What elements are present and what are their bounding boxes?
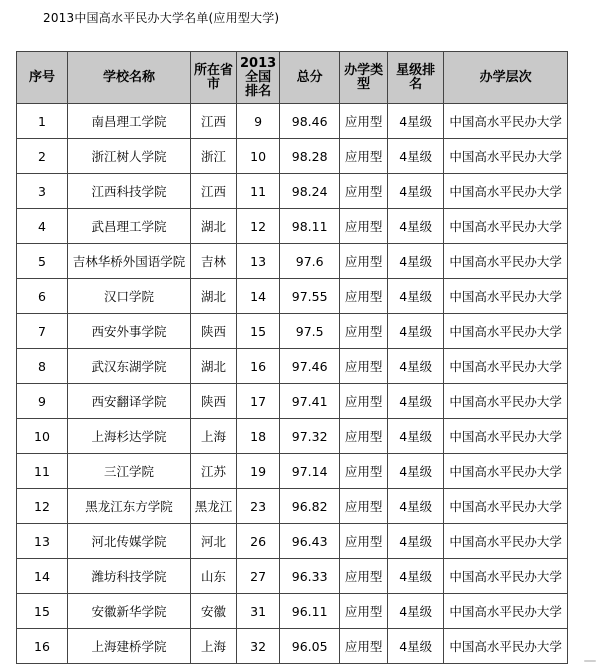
cell-type: 应用型 — [340, 314, 388, 349]
watermark — [584, 660, 596, 662]
cell-rank: 15 — [237, 314, 280, 349]
table-row — [17, 489, 568, 524]
header-province: 所在省市 — [191, 52, 237, 104]
cell-rank: 14 — [237, 279, 280, 314]
cell-level: 中国高水平民办大学 — [444, 629, 568, 664]
cell-no: 12 — [17, 489, 68, 524]
header-rank: 2013全国排名 — [237, 52, 280, 104]
cell-rank: 11 — [237, 174, 280, 209]
cell-school-name: 汉口学院 — [68, 279, 191, 314]
cell-no: 8 — [17, 349, 68, 384]
cell-star: 4星级 — [388, 244, 444, 279]
cell-score: 98.24 — [280, 174, 340, 209]
table-row — [17, 314, 568, 349]
cell-level: 中国高水平民办大学 — [444, 524, 568, 559]
table-row — [17, 174, 568, 209]
cell-star: 4星级 — [388, 454, 444, 489]
cell-province: 湖北 — [191, 209, 237, 244]
cell-province: 浙江 — [191, 139, 237, 174]
cell-no: 5 — [17, 244, 68, 279]
cell-rank: 17 — [237, 384, 280, 419]
header-no: 序号 — [17, 52, 68, 104]
cell-school-name: 河北传媒学院 — [68, 524, 191, 559]
cell-school-name: 武汉东湖学院 — [68, 349, 191, 384]
cell-province: 江苏 — [191, 454, 237, 489]
cell-no: 9 — [17, 384, 68, 419]
cell-rank: 9 — [237, 104, 280, 139]
cell-score: 97.5 — [280, 314, 340, 349]
cell-star: 4星级 — [388, 349, 444, 384]
table-row — [17, 559, 568, 594]
cell-score: 96.11 — [280, 594, 340, 629]
cell-type: 应用型 — [340, 524, 388, 559]
cell-type: 应用型 — [340, 209, 388, 244]
cell-school-name: 南昌理工学院 — [68, 104, 191, 139]
cell-type: 应用型 — [340, 419, 388, 454]
cell-level: 中国高水平民办大学 — [444, 419, 568, 454]
cell-no: 3 — [17, 174, 68, 209]
cell-star: 4星级 — [388, 594, 444, 629]
cell-type: 应用型 — [340, 454, 388, 489]
cell-level: 中国高水平民办大学 — [444, 279, 568, 314]
cell-province: 湖北 — [191, 349, 237, 384]
cell-school-name: 江西科技学院 — [68, 174, 191, 209]
cell-level: 中国高水平民办大学 — [444, 174, 568, 209]
cell-rank: 10 — [237, 139, 280, 174]
header-level: 办学层次 — [444, 52, 568, 104]
cell-school-name: 西安外事学院 — [68, 314, 191, 349]
cell-rank: 32 — [237, 629, 280, 664]
cell-no: 11 — [17, 454, 68, 489]
header-score: 总分 — [280, 52, 340, 104]
cell-star: 4星级 — [388, 139, 444, 174]
cell-type: 应用型 — [340, 489, 388, 524]
cell-level: 中国高水平民办大学 — [444, 559, 568, 594]
table-row — [17, 349, 568, 384]
cell-rank: 23 — [237, 489, 280, 524]
header-type: 办学类型 — [340, 52, 388, 104]
cell-province: 上海 — [191, 419, 237, 454]
table-row — [17, 594, 568, 629]
cell-rank: 19 — [237, 454, 280, 489]
cell-no: 7 — [17, 314, 68, 349]
cell-type: 应用型 — [340, 174, 388, 209]
cell-star: 4星级 — [388, 384, 444, 419]
cell-province: 上海 — [191, 629, 237, 664]
cell-school-name: 上海建桥学院 — [68, 629, 191, 664]
cell-no: 1 — [17, 104, 68, 139]
cell-level: 中国高水平民办大学 — [444, 349, 568, 384]
table-container — [16, 51, 568, 664]
cell-rank: 12 — [237, 209, 280, 244]
cell-no: 15 — [17, 594, 68, 629]
cell-star: 4星级 — [388, 629, 444, 664]
table-row — [17, 384, 568, 419]
cell-type: 应用型 — [340, 244, 388, 279]
cell-type: 应用型 — [340, 559, 388, 594]
cell-score: 97.6 — [280, 244, 340, 279]
cell-no: 2 — [17, 139, 68, 174]
cell-province: 吉林 — [191, 244, 237, 279]
cell-score: 96.05 — [280, 629, 340, 664]
cell-score: 98.46 — [280, 104, 340, 139]
cell-no: 14 — [17, 559, 68, 594]
cell-level: 中国高水平民办大学 — [444, 489, 568, 524]
cell-rank: 13 — [237, 244, 280, 279]
cell-score: 96.43 — [280, 524, 340, 559]
cell-school-name: 西安翻译学院 — [68, 384, 191, 419]
cell-score: 97.41 — [280, 384, 340, 419]
cell-score: 98.28 — [280, 139, 340, 174]
header-name: 学校名称 — [68, 52, 191, 104]
cell-province: 江西 — [191, 174, 237, 209]
cell-rank: 18 — [237, 419, 280, 454]
table-row — [17, 139, 568, 174]
cell-no: 16 — [17, 629, 68, 664]
ranking-table — [16, 51, 568, 664]
cell-province: 安徽 — [191, 594, 237, 629]
cell-level: 中国高水平民办大学 — [444, 139, 568, 174]
cell-star: 4星级 — [388, 314, 444, 349]
cell-province: 湖北 — [191, 279, 237, 314]
cell-no: 10 — [17, 419, 68, 454]
cell-star: 4星级 — [388, 559, 444, 594]
cell-type: 应用型 — [340, 384, 388, 419]
cell-level: 中国高水平民办大学 — [444, 594, 568, 629]
cell-type: 应用型 — [340, 629, 388, 664]
cell-type: 应用型 — [340, 594, 388, 629]
cell-star: 4星级 — [388, 104, 444, 139]
cell-score: 96.82 — [280, 489, 340, 524]
cell-rank: 27 — [237, 559, 280, 594]
cell-rank: 26 — [237, 524, 280, 559]
cell-province: 江西 — [191, 104, 237, 139]
cell-school-name: 安徽新华学院 — [68, 594, 191, 629]
table-row — [17, 279, 568, 314]
table-row — [17, 209, 568, 244]
cell-school-name: 黑龙江东方学院 — [68, 489, 191, 524]
cell-star: 4星级 — [388, 279, 444, 314]
cell-star: 4星级 — [388, 489, 444, 524]
cell-star: 4星级 — [388, 209, 444, 244]
table-row — [17, 629, 568, 664]
cell-type: 应用型 — [340, 104, 388, 139]
cell-score: 97.14 — [280, 454, 340, 489]
cell-score: 98.11 — [280, 209, 340, 244]
cell-score: 97.32 — [280, 419, 340, 454]
cell-score: 97.46 — [280, 349, 340, 384]
cell-level: 中国高水平民办大学 — [444, 104, 568, 139]
header-star: 星级排名 — [388, 52, 444, 104]
table-row — [17, 524, 568, 559]
cell-level: 中国高水平民办大学 — [444, 314, 568, 349]
cell-type: 应用型 — [340, 139, 388, 174]
cell-star: 4星级 — [388, 174, 444, 209]
cell-score: 96.33 — [280, 559, 340, 594]
cell-school-name: 吉林华桥外国语学院 — [68, 244, 191, 279]
table-row — [17, 454, 568, 489]
table-header-row — [17, 52, 568, 104]
cell-rank: 16 — [237, 349, 280, 384]
cell-score: 97.55 — [280, 279, 340, 314]
cell-type: 应用型 — [340, 349, 388, 384]
cell-school-name: 上海杉达学院 — [68, 419, 191, 454]
cell-school-name: 潍坊科技学院 — [68, 559, 191, 594]
cell-province: 河北 — [191, 524, 237, 559]
cell-level: 中国高水平民办大学 — [444, 209, 568, 244]
cell-province: 山东 — [191, 559, 237, 594]
cell-no: 13 — [17, 524, 68, 559]
cell-star: 4星级 — [388, 419, 444, 454]
cell-school-name: 三江学院 — [68, 454, 191, 489]
cell-level: 中国高水平民办大学 — [444, 454, 568, 489]
cell-no: 6 — [17, 279, 68, 314]
page-title: 2013中国高水平民办大学名单(应用型大学) — [43, 11, 280, 25]
cell-school-name: 武昌理工学院 — [68, 209, 191, 244]
cell-school-name: 浙江树人学院 — [68, 139, 191, 174]
cell-province: 陕西 — [191, 384, 237, 419]
cell-type: 应用型 — [340, 279, 388, 314]
cell-no: 4 — [17, 209, 68, 244]
table-row — [17, 104, 568, 139]
cell-province: 黑龙江 — [191, 489, 237, 524]
cell-level: 中国高水平民办大学 — [444, 244, 568, 279]
cell-star: 4星级 — [388, 524, 444, 559]
cell-province: 陕西 — [191, 314, 237, 349]
cell-level: 中国高水平民办大学 — [444, 384, 568, 419]
cell-rank: 31 — [237, 594, 280, 629]
table-row — [17, 419, 568, 454]
table-row — [17, 244, 568, 279]
